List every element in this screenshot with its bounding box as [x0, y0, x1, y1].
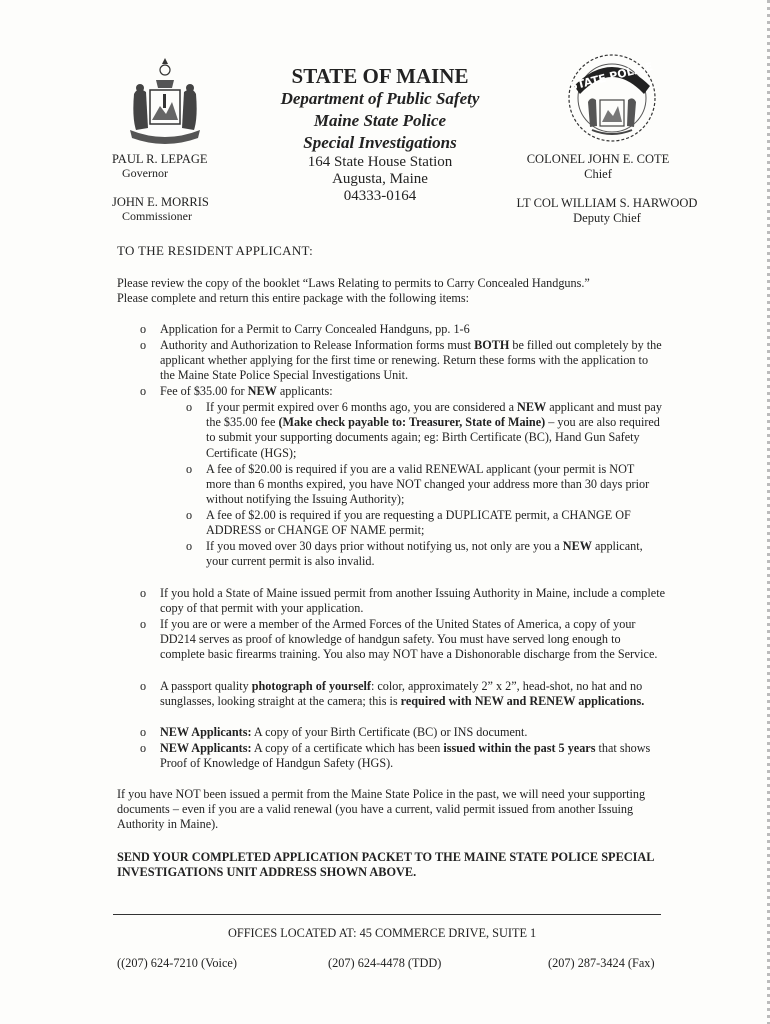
list-item: A fee of $2.00 is required if you are requesting a DUPLICATE permit, a CHANGE OF ADDRESS or CHANGE OF NAME permit; [206, 508, 631, 538]
list-item: Fee of $35.00 for NEW applicants: [160, 384, 333, 398]
state-police-banner-text: STATE POLICE [568, 59, 655, 94]
official-name: LT COL WILLIAM S. HARWOOD [516, 196, 698, 210]
bullet-marker: o [186, 508, 193, 522]
intro-line-2: Please complete and return this entire package with the following items: [117, 291, 469, 306]
list-item: If you hold a State of Maine issued permit from another Issuing Authority in Maine, include a complete copy of that permit with your application. [160, 586, 665, 616]
official-title: Deputy Chief [573, 211, 641, 225]
office-address: OFFICES LOCATED AT: 45 COMMERCE DRIVE, SUITE 1 [228, 926, 537, 940]
list-item: A fee of $20.00 is required if you are a valid RENEWAL applicant (your permit is NOT more than 6 months expired, you have NOT changed your address more than 30 days prior without notifying the Issuing Authority); [206, 462, 650, 507]
address-line-2: Augusta, Maine [332, 171, 428, 187]
send-instructions: SEND YOUR COMPLETED APPLICATION PACKET TO THE MAINE STATE POLICE SPECIAL INVESTIGATIONS UNIT ADDRESS SHOWN ABOVE. [117, 850, 654, 879]
fax-number: (207) 287-3424 (Fax) [548, 956, 655, 970]
letterhead [230, 64, 530, 205]
salutation: TO THE RESIDENT APPLICANT: [117, 243, 314, 258]
official-title: Commissioner [122, 209, 193, 223]
list-item: A passport quality photograph of yourself: color, approximately 2” x 2”, head-shot, no hat and no sunglasses, looking straight at the camera; this is required with NEW and RENEW applications. [160, 679, 645, 709]
list-item: NEW Applicants: A copy of a certificate which has been issued within the past 5 years that shows Proof of Knowledge of Handgun Safety (HGS). [160, 741, 651, 771]
address-line-3: 04333-0164 [343, 188, 417, 204]
commissioner-block [112, 195, 209, 223]
list-item: Application for a Permit to Carry Concealed Handguns, pp. 1-6 [160, 322, 470, 336]
intro-line-1: Please review the copy of the booklet “Laws Relating to permits to Carry Concealed Handguns.” [117, 276, 590, 290]
bullet-marker: o [140, 586, 147, 600]
bullet-marker: o [186, 462, 193, 476]
unit-name: Special Investigations [303, 133, 457, 152]
voice-phone: ((207) 624-7210 (Voice) [117, 956, 237, 970]
official-title: Governor [122, 166, 168, 180]
state-police-seal-icon [566, 52, 658, 144]
list-item: If you moved over 30 days prior without notifying us, not only are you a NEW applicant, your current permit is also invalid. [206, 539, 643, 569]
bullet-marker: o [140, 384, 147, 398]
governor-block [112, 152, 208, 180]
tdd-phone: (207) 624-4478 (TDD) [328, 956, 442, 970]
footer-divider [113, 914, 661, 915]
official-name: COLONEL JOHN E. COTE [526, 152, 670, 166]
department-name: Department of Public Safety [280, 89, 480, 108]
bullet-marker: o [140, 338, 147, 352]
chief-block [492, 152, 704, 182]
list-item: NEW Applicants: A copy of your Birth Certificate (BC) or INS document. [160, 725, 528, 739]
state-title: STATE OF MAINE [291, 64, 469, 88]
bullet-marker: o [140, 679, 147, 693]
list-item: If you are or were a member of the Armed Forces of the United States of America, a copy of your DD214 serves as proof of knowledge of handgun safety. You must have served long enough to complete basic firearms training. You also may NOT have a Dishonorable discharge from the Service. [160, 617, 658, 662]
bullet-marker: o [140, 322, 147, 336]
official-name: JOHN E. MORRIS [112, 195, 209, 209]
closing-paragraph: If you have NOT been issued a permit from the Maine State Police in the past, we will need your supporting documents – even if you are a valid renewal (you have a current, valid permit issued from another Issuing Authority in Maine). [117, 787, 646, 832]
list-item: If your permit expired over 6 months ago, you are considered a NEW applicant and must pay the $35.00 fee (Make check payable to: Treasurer, State of Maine) – you are also required to submit your supporting documents again; eg: Birth Certificate (BC), Hand Gun Safety Certificate (HGS); [206, 400, 662, 460]
bullet-marker: o [186, 400, 193, 414]
bullet-marker: o [140, 617, 147, 631]
list-item: Authority and Authorization to Release Information forms must BOTH be filled out completely by the applicant whether applying for the first time or renewing. Return these forms with the application to the Maine State Police Special Investigations Unit. [160, 338, 662, 383]
intro-paragraph [117, 276, 662, 306]
maine-state-seal-icon [120, 58, 210, 146]
agency-name: Maine State Police [313, 111, 447, 130]
official-title: Chief [584, 167, 612, 181]
bullet-marker: o [140, 725, 147, 739]
bullet-marker: o [186, 539, 193, 553]
bullet-marker: o [140, 741, 147, 755]
official-name: PAUL R. LEPAGE [112, 152, 208, 166]
address-line-1: 164 State House Station [307, 154, 453, 170]
deputy-chief-block [492, 196, 722, 226]
